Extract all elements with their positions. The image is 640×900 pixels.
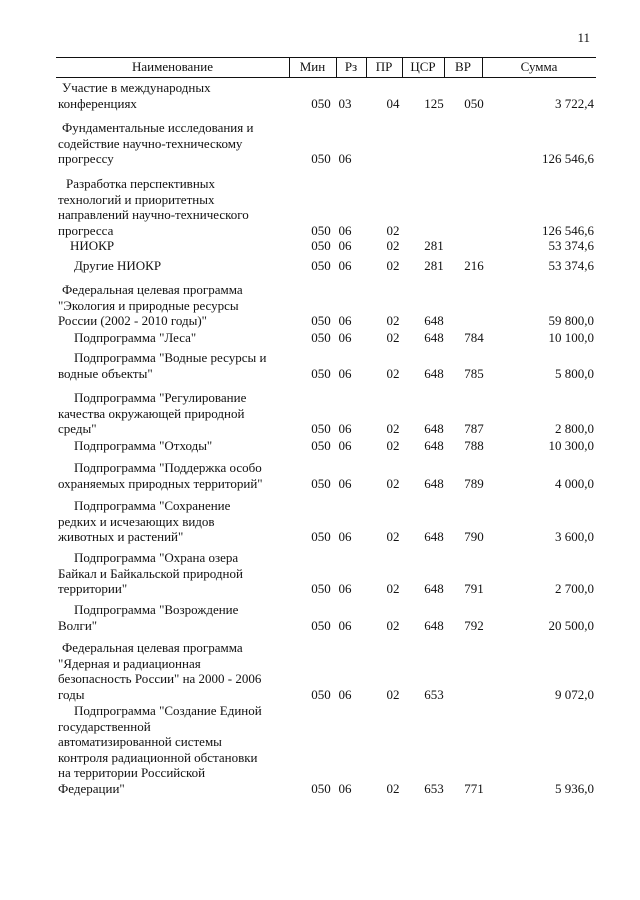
row-name-line: животных и растений" [58, 529, 184, 544]
row-name-line: Подпрограмма "Леса" [74, 330, 197, 345]
cell-min: 050 [311, 222, 331, 238]
row-name-line: водные объекты" [58, 365, 153, 381]
row-name-line: контроля радиационной обстановки [58, 749, 258, 765]
row-name-line: редких и исчезающих видов [58, 513, 215, 529]
row-name-line: НИОКР [70, 238, 115, 253]
row-name-line: государственной [58, 718, 151, 734]
cell-vr: 785 [464, 365, 484, 381]
row-name-line: годы [58, 686, 85, 702]
cell-pr: 02 [386, 365, 400, 381]
cell-pr: 02 [386, 529, 400, 544]
row-name-line: Подпрограмма "Поддержка особо [74, 460, 262, 475]
cell-pr: 02 [386, 421, 400, 436]
col-name-header: Наименование [132, 59, 213, 74]
cell-rz: 06 [338, 780, 352, 796]
cell-pr: 02 [386, 617, 400, 633]
page-number: 11 [577, 30, 590, 45]
row-name-line: на территории Российской [58, 765, 206, 780]
row-name-line: Подпрограмма "Сохранение [74, 498, 231, 513]
cell-vr: 784 [464, 330, 484, 345]
row-name-line: Подпрограмма "Возрождение [74, 602, 239, 617]
cell-pr: 02 [386, 438, 400, 453]
col-vr-header: ВР [455, 59, 471, 74]
cell-csr: 648 [424, 475, 444, 491]
cell-min: 050 [311, 581, 331, 596]
col-pr-header: ПР [375, 59, 393, 74]
cell-vr: 771 [464, 780, 484, 796]
cell-rz: 03 [338, 95, 352, 111]
row-name-line: среды" [58, 421, 97, 436]
cell-pr: 02 [386, 686, 400, 702]
row-name-line: технологий и приоритетных [58, 191, 215, 207]
cell-rz: 06 [338, 313, 352, 328]
cell-pr: 02 [386, 238, 400, 253]
cell-pr: 04 [386, 95, 400, 111]
cell-csr: 648 [424, 617, 444, 633]
cell-rz: 06 [338, 581, 352, 596]
cell-sum: 5 936,0 [555, 780, 594, 796]
cell-min: 050 [311, 365, 331, 381]
cell-csr: 648 [424, 421, 444, 436]
cell-pr: 02 [386, 581, 400, 596]
cell-rz: 06 [338, 686, 352, 702]
cell-vr: 791 [464, 581, 484, 596]
cell-sum: 3 722,4 [555, 95, 594, 111]
cell-sum: 126 546,6 [542, 151, 594, 166]
row-name-line: Участие в международных [62, 80, 211, 95]
row-name-line: автоматизированной системы [58, 734, 222, 749]
col-rz-header: Рз [344, 59, 358, 74]
row-name-line: направлений научно-технического [58, 207, 249, 222]
cell-vr: 216 [464, 258, 484, 273]
cell-vr: 788 [464, 438, 484, 453]
cell-rz: 06 [338, 421, 352, 436]
cell-sum: 53 374,6 [548, 258, 594, 273]
row-name-line: "Ядерная и радиационная [58, 655, 201, 671]
row-name-line: содействие научно-техническому [58, 135, 243, 151]
cell-rz: 06 [338, 258, 352, 273]
row-name-line: Федеральная целевая программа [62, 640, 243, 655]
cell-min: 050 [311, 258, 331, 273]
cell-min: 050 [311, 95, 331, 111]
cell-csr: 648 [424, 581, 444, 596]
cell-rz: 06 [338, 475, 352, 491]
cell-sum: 20 500,0 [548, 617, 594, 633]
cell-csr: 653 [424, 686, 444, 702]
cell-rz: 06 [338, 365, 352, 381]
row-name-line: Федеральная целевая программа [62, 282, 243, 297]
cell-csr: 648 [424, 330, 444, 345]
cell-min: 050 [311, 151, 331, 166]
row-name-line: Фундаментальные исследования и [62, 120, 254, 135]
cell-pr: 02 [386, 330, 400, 345]
cell-min: 050 [311, 238, 331, 253]
cell-pr: 02 [386, 222, 400, 238]
cell-pr: 02 [386, 475, 400, 491]
cell-vr: 790 [464, 529, 484, 544]
cell-sum: 5 800,0 [555, 365, 594, 381]
row-name-line: Разработка перспективных [66, 176, 216, 191]
cell-vr: 792 [464, 617, 484, 633]
row-name-line: безопасность России" на 2000 - 2006 [58, 671, 262, 686]
row-name-line: Подпрограмма "Отходы" [74, 438, 213, 453]
cell-csr: 653 [424, 780, 444, 796]
cell-rz: 06 [338, 222, 352, 238]
cell-min: 050 [311, 421, 331, 436]
cell-min: 050 [311, 780, 331, 796]
cell-sum: 2 800,0 [555, 421, 594, 436]
cell-sum: 2 700,0 [555, 581, 594, 596]
cell-sum: 53 374,6 [548, 238, 594, 253]
cell-min: 050 [311, 313, 331, 328]
col-csr-header: ЦСР [410, 59, 436, 74]
cell-vr: 789 [464, 475, 484, 491]
cell-csr: 648 [424, 365, 444, 381]
cell-rz: 06 [338, 330, 352, 345]
col-sum-header: Сумма [520, 59, 558, 74]
table-header [56, 57, 596, 78]
row-name-line: прогресса [58, 222, 114, 238]
cell-pr: 02 [386, 780, 400, 796]
cell-rz: 06 [338, 238, 352, 253]
cell-csr: 125 [424, 95, 444, 111]
row-name-line: Подпрограмма "Охрана озера [74, 550, 239, 565]
cell-sum: 10 100,0 [548, 330, 594, 345]
row-name-line: прогрессу [58, 151, 114, 166]
cell-min: 050 [311, 529, 331, 544]
cell-csr: 281 [424, 258, 444, 273]
cell-sum: 10 300,0 [548, 438, 594, 453]
row-name-line: качества окружающей природной [58, 405, 245, 421]
row-name-line: Подпрограмма "Регулирование [74, 390, 247, 405]
cell-csr: 281 [424, 238, 444, 253]
cell-sum: 59 800,0 [548, 313, 594, 328]
row-name-line: охраняемых природных территорий" [58, 475, 263, 491]
row-name-line: Подпрограмма "Создание Единой [74, 703, 262, 718]
row-name-line: территории" [58, 581, 128, 596]
cell-vr: 787 [464, 421, 484, 436]
row-name-line: Волги" [58, 617, 98, 633]
cell-rz: 06 [338, 438, 352, 453]
row-name-line: "Экология и природные ресурсы [58, 297, 239, 313]
row-name-line: России (2002 - 2010 годы)" [58, 313, 207, 328]
col-min-header: Мин [299, 59, 326, 74]
row-name-line: Федерации" [58, 780, 125, 796]
cell-sum: 3 600,0 [555, 529, 594, 544]
cell-csr: 648 [424, 438, 444, 453]
cell-vr: 050 [464, 95, 484, 111]
cell-sum: 4 000,0 [555, 475, 594, 491]
cell-csr: 648 [424, 313, 444, 328]
cell-sum: 126 546,6 [542, 222, 594, 238]
cell-min: 050 [311, 617, 331, 633]
cell-min: 050 [311, 330, 331, 345]
cell-sum: 9 072,0 [555, 686, 594, 702]
row-name-line: Байкал и Байкальской природной [58, 565, 243, 581]
cell-pr: 02 [386, 258, 400, 273]
cell-rz: 06 [338, 529, 352, 544]
row-name-line: Подпрограмма "Водные ресурсы и [74, 350, 267, 365]
cell-pr: 02 [386, 313, 400, 328]
cell-min: 050 [311, 438, 331, 453]
cell-min: 050 [311, 475, 331, 491]
row-name-line: Другие НИОКР [74, 258, 162, 273]
row-name-line: конференциях [58, 95, 137, 111]
cell-csr: 648 [424, 529, 444, 544]
cell-rz: 06 [338, 617, 352, 633]
cell-min: 050 [311, 686, 331, 702]
cell-rz: 06 [338, 151, 352, 166]
